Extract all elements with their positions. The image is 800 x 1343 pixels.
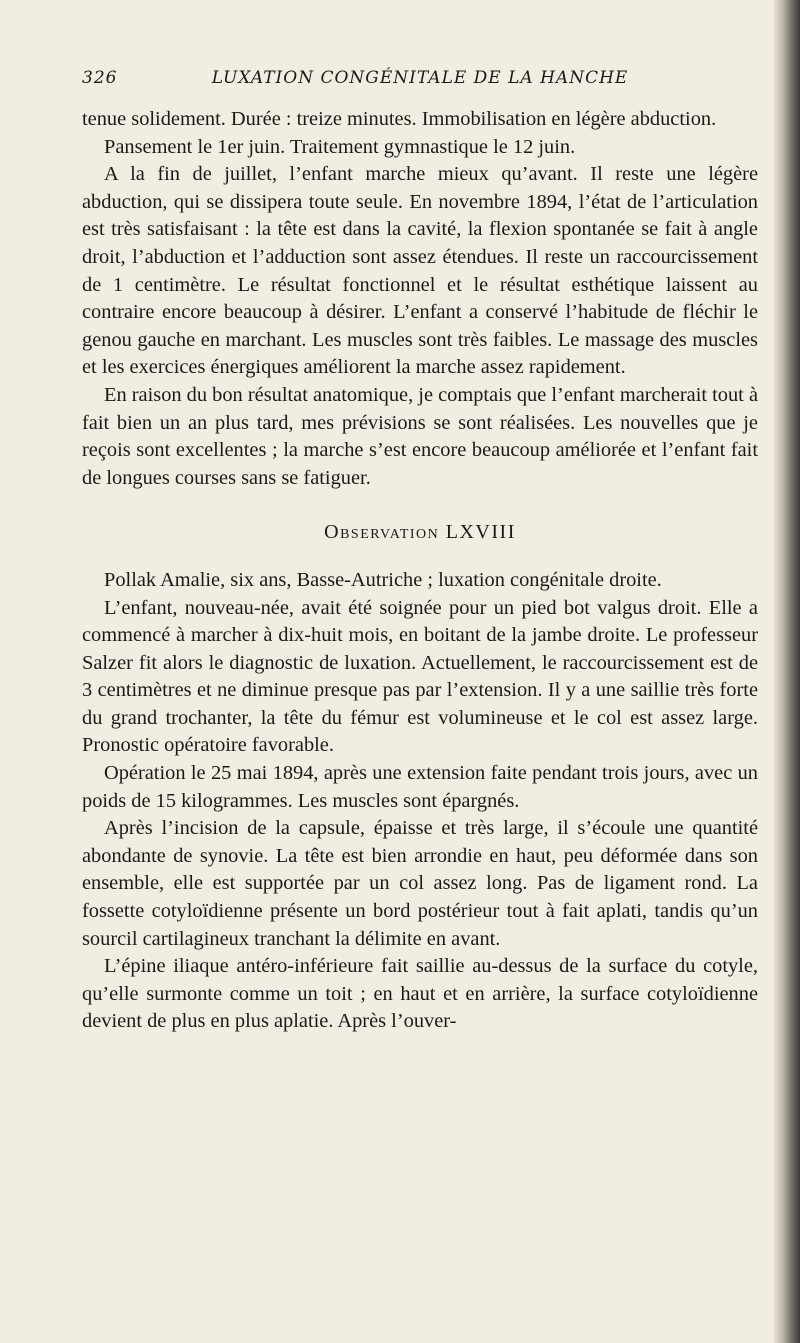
paragraph: Pansement le 1er juin. Traitement gymnastique le 12 juin. xyxy=(104,135,576,158)
body-text xyxy=(82,106,758,1036)
paragraph: A la fin de juillet, l’enfant marche mieux qu’avant. Il reste une légère abduction, qui se dissipera toute seule. En novembre 1894, l’état de l’articulation est très satisfaisant : la tête est dans la cavité, la flexion spontanée se fait à angle droit, l’abduction et l’adduction sont assez étendues. Il reste un raccourcissement de 1 centimètre. Le résultat fonctionnel et le résultat esthétique laissent au contraire encore beaucoup à désirer. L’enfant a conservé l’habitude de fléchir le genou gauche en marchant. Les muscles sont très faibles. Le massage des muscles et les exercices énergiques améliorent la marche assez rapidement. xyxy=(82,163,758,379)
paragraph: Pollak Amalie, six ans, Basse-Autriche ; luxation congénitale droite. xyxy=(104,568,662,591)
running-title: LUXATION CONGÉNITALE DE LA HANCHE xyxy=(211,68,629,88)
running-head xyxy=(82,68,758,92)
paragraph: Après l’incision de la capsule, épaisse et très large, il s’écoule une quantité abondante de synovie. La tête est bien arrondie en haut, peu déformée dans son ensemble, elle est supportée par un col assez long. Pas de ligament rond. La fossette cotyloïdienne présente un bord postérieur tout à fait aplati, tandis qu’un sourcil cartilagineux tranchant la délimite en avant. xyxy=(82,817,758,950)
book-spine-shadow xyxy=(774,0,800,1343)
paragraph: tenue solidement. Durée : treize minutes. Immobilisation en légère abduction. xyxy=(82,108,717,130)
page-number: 326 xyxy=(82,68,118,88)
paragraph: L’enfant, nouveau-née, avait été soignée pour un pied bot valgus droit. Elle a commencé à marcher à dix-huit mois, en boitant de la jambe droite. Le professeur Salzer fit alors le diagnostic de luxation. Actuellement, le raccourcissement est de 3 centimètres et ne diminue presque pas par l’extension. Il y a une saillie très forte du grand trochanter, la tête du fémur est volumineuse et le col est assez large. Pronostic opératoire favorable. xyxy=(82,596,758,757)
paragraph: En raison du bon résultat anatomique, je comptais que l’enfant marcherait tout à fait bien un an plus tard, mes prévisions se sont réalisées. Les nouvelles que je reçois sont excellentes ; la marche s’est encore beaucoup améliorée et l’enfant fait de longues courses sans se fatiguer. xyxy=(82,383,758,489)
paragraph: Opération le 25 mai 1894, après une extension faite pendant trois jours, avec un poids de 15 kilogrammes. Les muscles sont épargnés. xyxy=(82,762,758,812)
observation-heading: Observation LXVIII xyxy=(324,521,516,544)
paragraph: L’épine iliaque antéro-inférieure fait saillie au-dessus de la surface du cotyle, qu’elle surmonte comme un toit ; en haut et en arrière, la surface cotyloïdienne devient de plus en plus aplatie. Après l’ouver- xyxy=(82,955,758,1033)
